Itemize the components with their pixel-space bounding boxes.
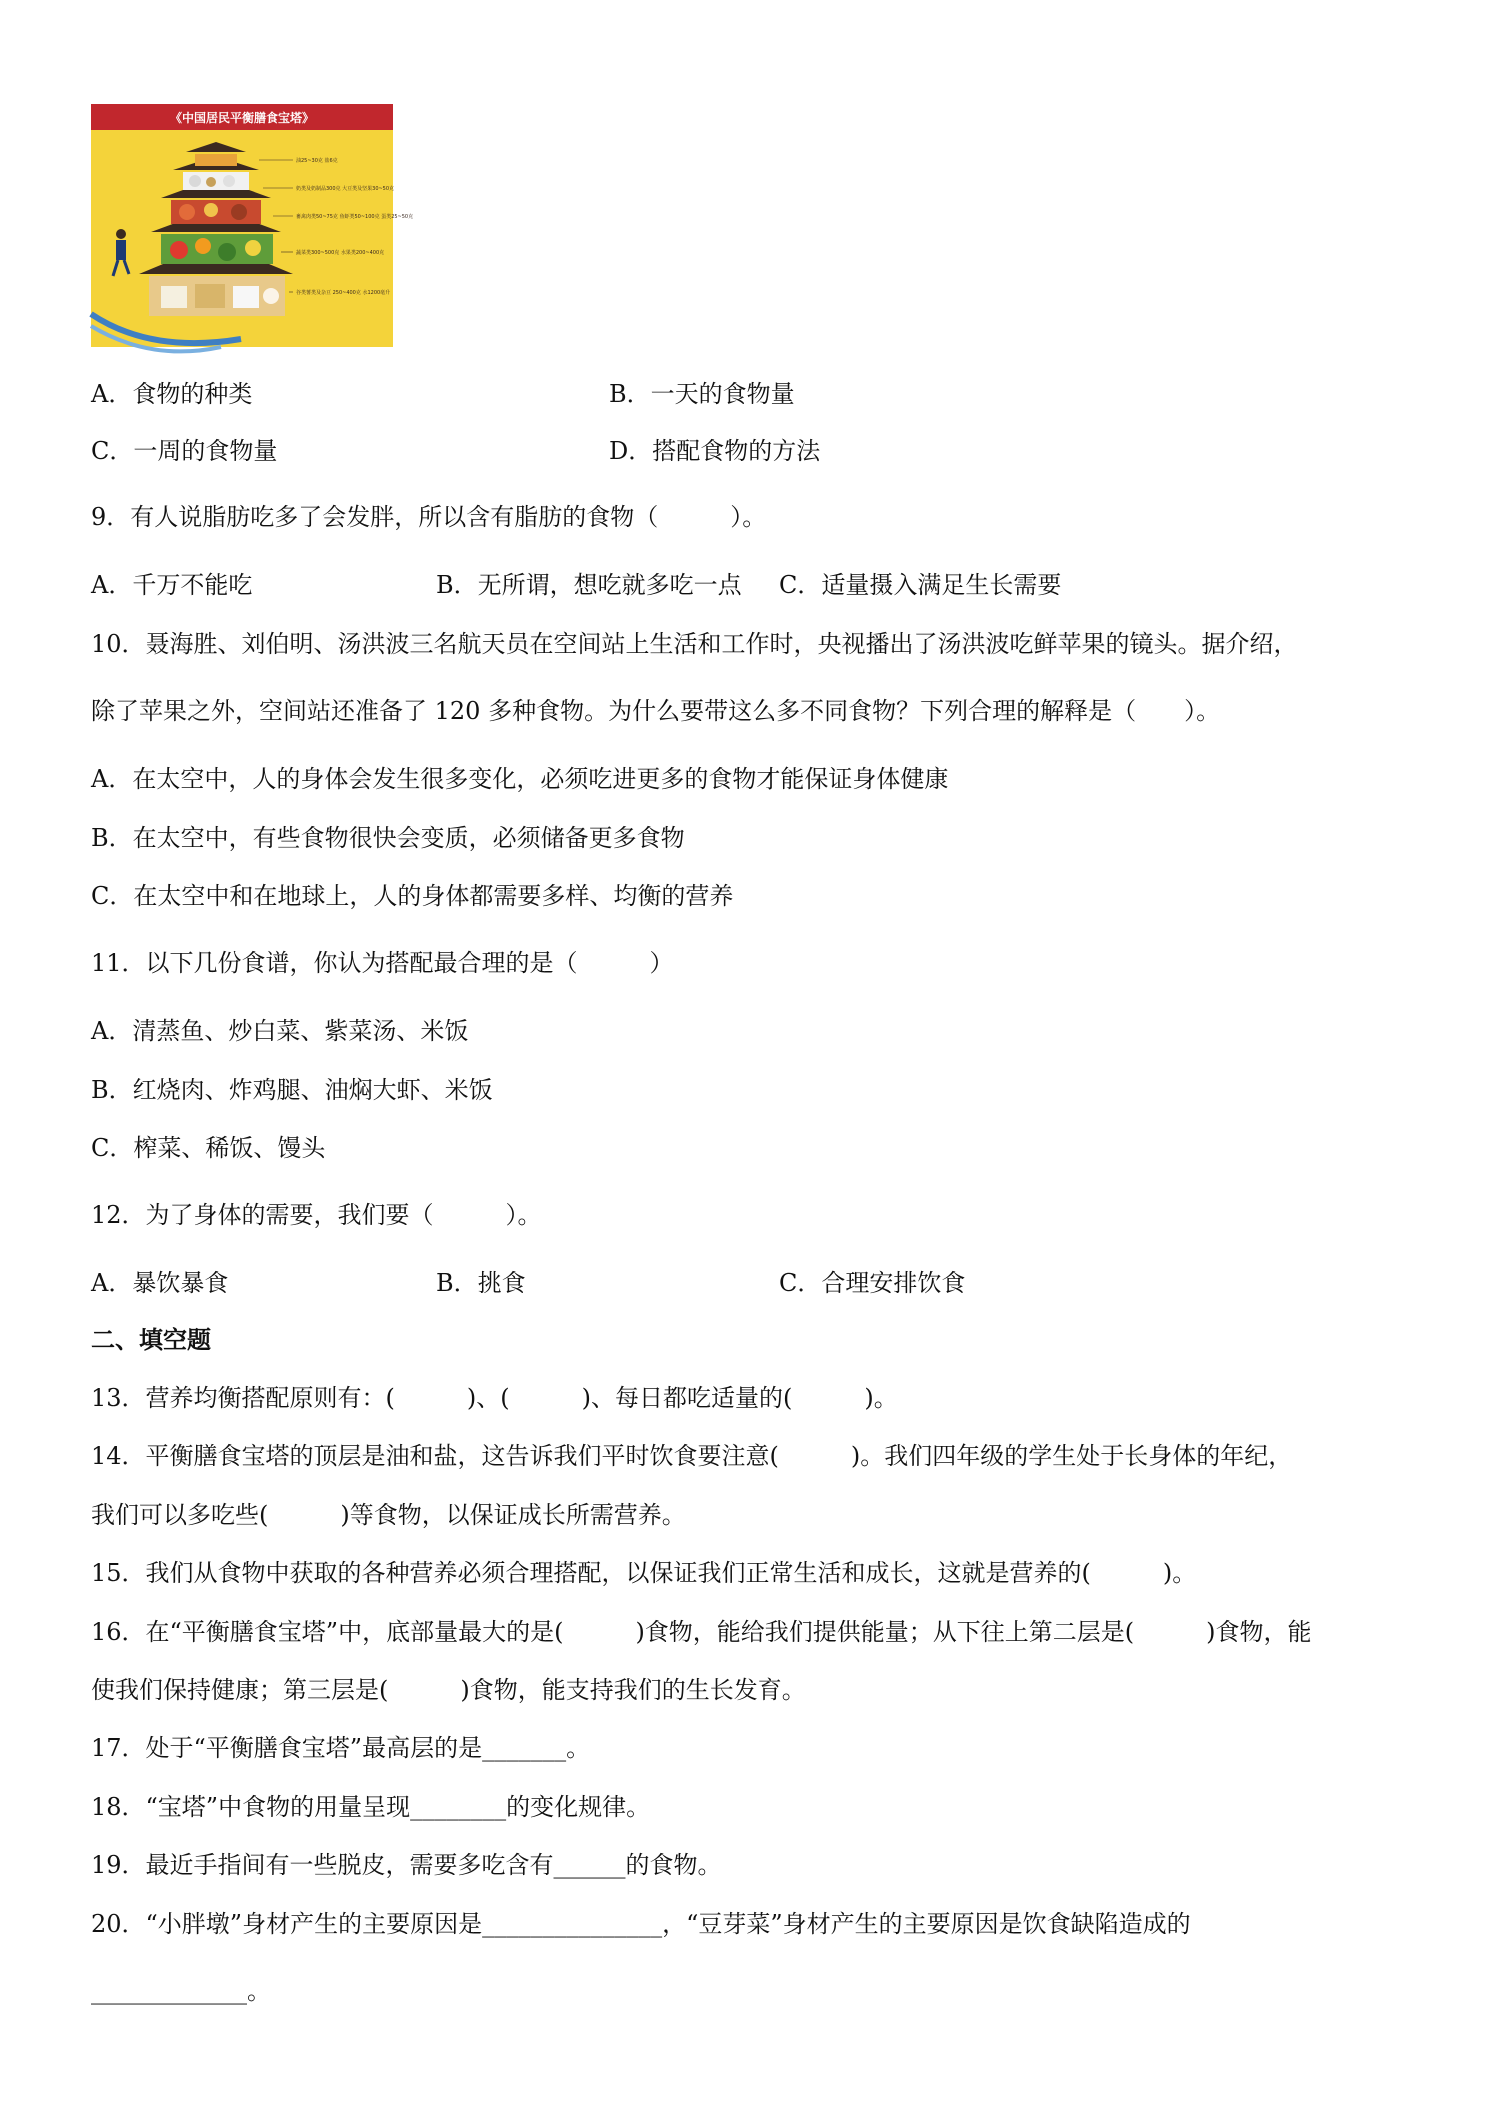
q8-option-a[interactable]: A．食物的种类 [91, 380, 253, 408]
q15-text: 15．我们从食物中获取的各种营养必须合理搭配，以保证我们正常生活和成长，这就是营养的( )。 [91, 1559, 1197, 1587]
q11-option-a[interactable]: A．清蒸鱼、炒白菜、紫菜汤、米饭 [91, 1017, 469, 1045]
q12-stem: 12．为了身体的需要，我们要（ ）。 [91, 1201, 542, 1229]
q13-text: 13．营养均衡搭配原则有：( )、( )、每日都吃适量的( )。 [91, 1384, 898, 1412]
q10-option-c[interactable]: C．在太空中和在地球上，人的身体都需要多样、均衡的营养 [91, 882, 734, 910]
q20-line2: _____________。 [91, 1977, 271, 2005]
q9-option-a[interactable]: A．千万不能吃 [91, 571, 253, 599]
q17-text: 17．处于“平衡膳食宝塔”最高层的是_______。 [91, 1734, 591, 1762]
q10-option-b[interactable]: B．在太空中，有些食物很快会变质，必须储备更多食物 [91, 824, 685, 852]
q12-option-a[interactable]: A．暴饮暴食 [91, 1269, 229, 1297]
pyramid-layer-label: 畜禽肉类50~75克 鱼虾类50~100克 蛋类25~50克 [296, 214, 414, 220]
q9-option-c[interactable]: C．适量摄入满足生长需要 [779, 571, 1062, 599]
q16-line2: 使我们保持健康；第三层是( )食物，能支持我们的生长发育。 [91, 1676, 806, 1704]
q14-line2: 我们可以多吃些( )等食物，以保证成长所需营养。 [91, 1501, 686, 1529]
q8-option-b[interactable]: B．一天的食物量 [609, 380, 795, 408]
q18-text: 18．“宝塔”中食物的用量呈现________的变化规律。 [91, 1793, 651, 1821]
q10-stem-line2: 除了苹果之外，空间站还准备了 120 多种食物。为什么要带这么多不同食物？下列合理的解释是（ ）。 [91, 697, 1221, 725]
q9-stem: 9．有人说脂肪吃多了会发胖，所以含有脂肪的食物（ ）。 [91, 503, 767, 531]
pyramid-layer-label: 谷类薯类及杂豆 250~400克 水1200毫升 [296, 290, 391, 296]
pyramid-layer-label: 奶类及奶制品300克 大豆类及坚果30~50克 [296, 186, 395, 192]
q8-option-c[interactable]: C．一周的食物量 [91, 437, 278, 465]
q20-line1: 20．“小胖墩”身材产生的主要原因是_______________，“豆芽菜”身材产生的主要原因是饮食缺陷造成的 [91, 1910, 1191, 1938]
q16-line1: 16．在“平衡膳食宝塔”中，底部量最大的是( )食物，能给我们提供能量；从下往上第二层是( )食物，能 [91, 1618, 1312, 1646]
pyramid-layer-label: 油25~30克 盐6克 [296, 158, 338, 164]
q8-option-d[interactable]: D．搭配食物的方法 [609, 437, 821, 465]
q14-line1: 14．平衡膳食宝塔的顶层是油和盐，这告诉我们平时饮食要注意( )。我们四年级的学生处于长身体的年纪， [91, 1442, 1293, 1470]
pyramid-layer-label: 蔬菜类300~500克 水果类200~400克 [296, 250, 385, 256]
q11-stem: 11．以下几份食谱，你认为搭配最合理的是（ ） [91, 949, 674, 977]
figure-title: 《中国居民平衡膳食宝塔》 [169, 111, 315, 125]
q9-option-b[interactable]: B．无所谓，想吃就多吃一点 [436, 571, 742, 599]
q19-text: 19．最近手指间有一些脱皮，需要多吃含有______的食物。 [91, 1851, 722, 1879]
q10-stem-line1: 10．聂海胜、刘伯明、汤洪波三名航天员在空间站上生活和工作时，央视播出了汤洪波吃鲜苹果的镜头。据介绍， [91, 630, 1298, 658]
food-pyramid-image [91, 104, 414, 347]
q12-option-c[interactable]: C．合理安排饮食 [779, 1269, 966, 1297]
q11-option-b[interactable]: B．红烧肉、炸鸡腿、油焖大虾、米饭 [91, 1076, 493, 1104]
q11-option-c[interactable]: C．榨菜、稀饭、馒头 [91, 1134, 326, 1162]
q12-option-b[interactable]: B．挑食 [436, 1269, 526, 1297]
section-title-fill-blank: 二、填空题 [91, 1326, 211, 1354]
q10-option-a[interactable]: A．在太空中，人的身体会发生很多变化，必须吃进更多的食物才能保证身体健康 [91, 765, 949, 793]
